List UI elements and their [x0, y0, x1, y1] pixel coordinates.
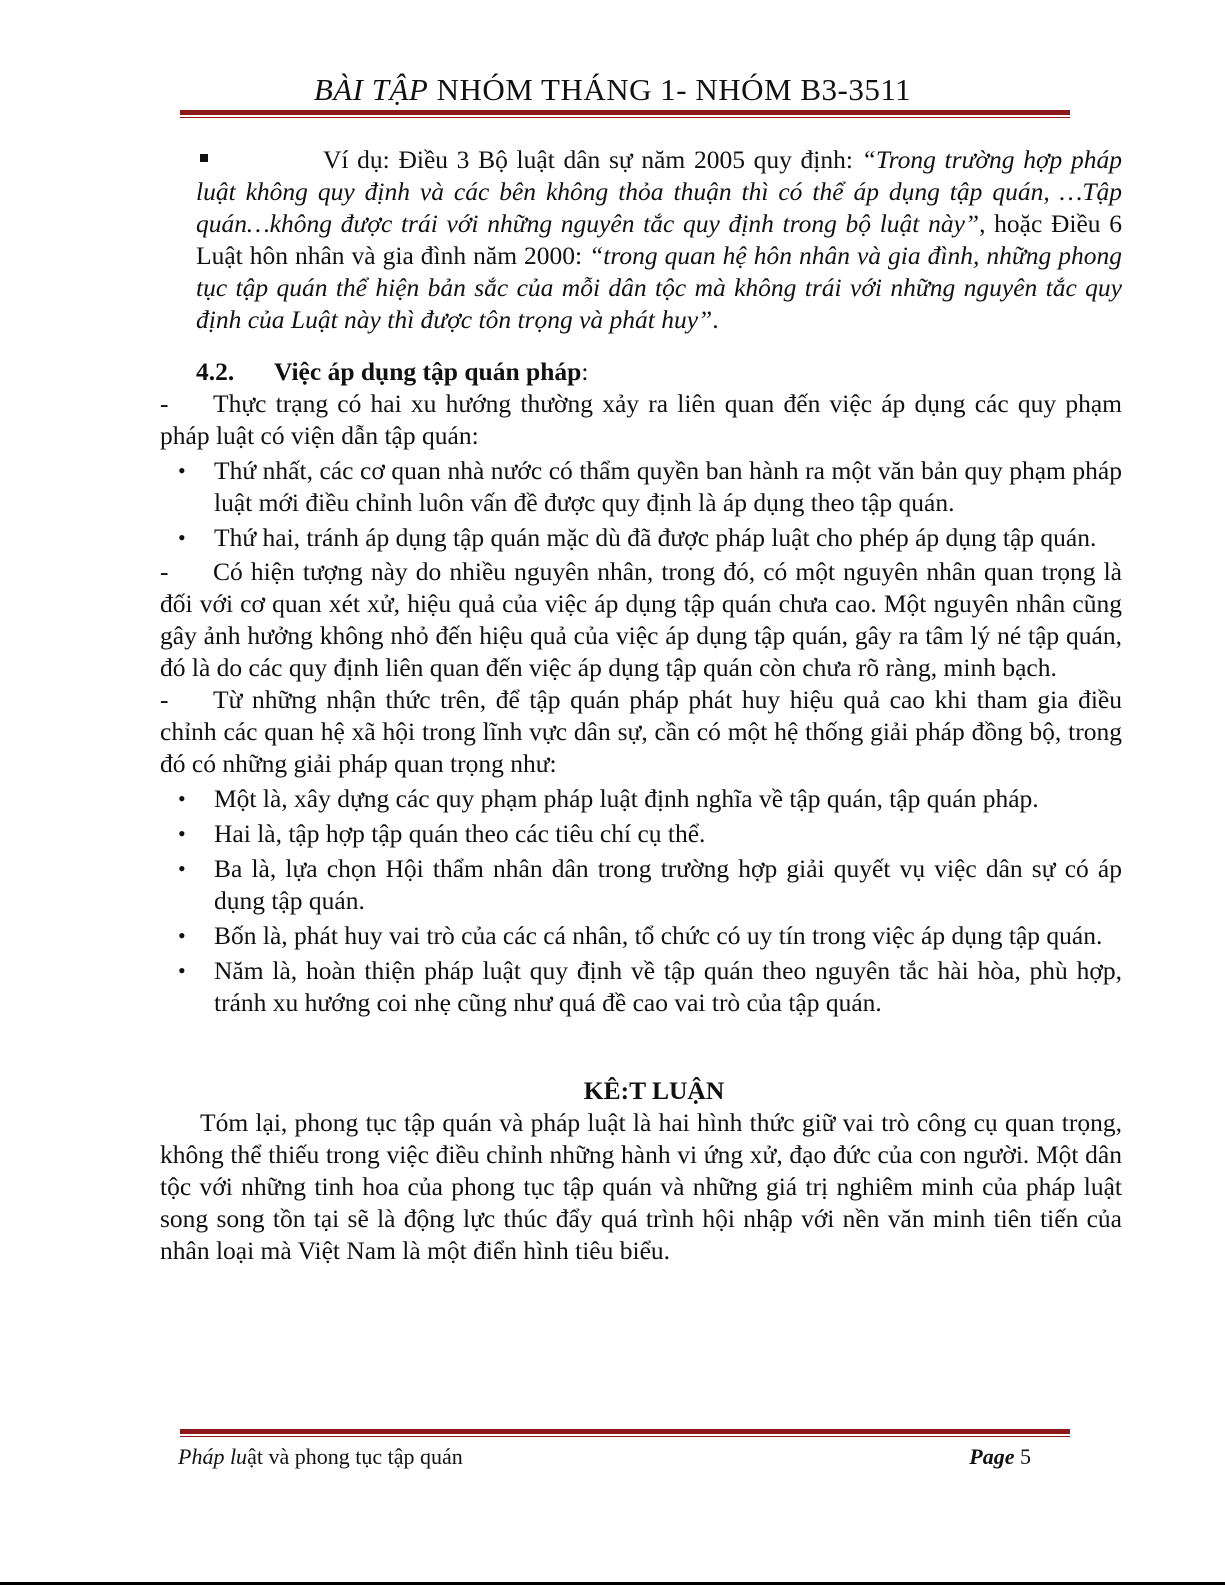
document-body — [160, 144, 1122, 1267]
paragraph-2 — [160, 556, 1122, 684]
paragraph-3 — [160, 684, 1122, 780]
list-item: • Một là, xây dựng các quy phạm pháp luật định nghĩa về tập quán, tập quán pháp. — [178, 784, 1039, 813]
example-paragraph — [160, 144, 1122, 336]
example-quote-2: “trong quan hệ hôn nhân và gia đình, những phong tục tập quán thể hiện bản sắc của mỗi dân tộc mà không trái với những nguyên tắc quy định của Luật này thì được tôn trọng và phát huy” — [196, 241, 1122, 334]
page-header-title — [0, 68, 1225, 112]
conclusion-paragraph: Tóm lại, phong tục tập quán và pháp luật là hai hình thức giữ vai trò công cụ quan trọng, không thể thiếu trong việc điều chỉnh những hành vi ứng xử, đạo đức của con người. Một dân tộc với những tinh hoa của phong tục tập quán và những giá trị nghiêm minh của pháp luật song song tồn tại sẽ là động lực thúc đẩy quá trình hội nhập với nền văn minh tiên tiến của nhân loại mà Việt Nam là một điển hình tiêu biểu. — [160, 1108, 1122, 1265]
page-label: Page — [969, 1444, 1015, 1469]
footer-title-rest: ật và phong tục tập quán — [247, 1444, 463, 1469]
conclusion-heading: KÊ:T LUẬN — [583, 1076, 725, 1105]
bullet-icon: • — [178, 525, 186, 550]
dash-marker: - — [160, 685, 169, 714]
paragraph-2-text: Có hiện tượng này do nhiều nguyên nhân, trong đó, có một nguyên nhân quan trọng là đối với cơ quan xét xử, hiệu quả của việc áp dụng tập quán chưa cao. Một nguyên nhân cũng gây ảnh hưởng không nhỏ đến hiệu quả của việc áp dụng tập quán, gây ra tâm lý né tập quán, đó là do các quy định liên quan đến việc áp dụng tập quán còn chưa rõ ràng, minh bạch. — [160, 557, 1122, 682]
bullet-icon: • — [178, 458, 186, 483]
square-bullet-icon — [200, 154, 208, 162]
bullet-list-2 — [160, 783, 1122, 1019]
bullet-list-1 — [160, 455, 1122, 554]
example-quote-1: “Trong trường hợp pháp luật không quy định và các bên không thỏa thuận thì có thể áp dụng tập quán, …Tập quán…không được trái với những nguyên tắc quy định trong bộ luật này” — [196, 145, 1122, 238]
section-colon: : — [581, 357, 589, 386]
header-rule — [180, 110, 1070, 118]
list-item: • Hai là, tập hợp tập quán theo các tiêu chí cụ thể. — [178, 819, 706, 848]
list-item: • Thứ nhất, các cơ quan nhà nước có thẩm quyền ban hành ra một văn bản quy phạm pháp luật mới điều chỉnh luôn vấn đề được quy định là áp dụng theo tập quán. — [178, 456, 1122, 517]
section-heading — [160, 356, 1122, 388]
bullet-icon: • — [178, 821, 186, 846]
list-item: • Ba là, lựa chọn Hội thẩm nhân dân trong trường hợp giải quyết vụ việc dân sự có áp dụng tập quán. — [178, 854, 1122, 915]
list-item: • Thứ hai, tránh áp dụng tập quán mặc dù đã được pháp luật cho phép áp dụng tập quán. — [178, 523, 1097, 552]
list-item: • Bốn là, phát huy vai trò của các cá nhân, tổ chức có uy tín trong việc áp dụng tập quán. — [178, 921, 1103, 950]
dash-marker: - — [160, 557, 169, 586]
example-lead: Ví dụ: — [323, 145, 390, 174]
section-number: 4.2. — [196, 357, 235, 386]
page-number-value: 5 — [1014, 1444, 1031, 1469]
page-number — [969, 1442, 1031, 1472]
dash-marker: - — [160, 389, 169, 418]
paragraph-1-text: Thực trạng có hai xu hướng thường xảy ra liên quan đến việc áp dụng các quy phạm pháp luật có viện dẫn tập quán: — [160, 389, 1122, 450]
example-text-3: . — [712, 305, 719, 334]
section-title: Việc áp dụng tập quán pháp — [274, 357, 582, 386]
header-title-rest: NHÓM THÁNG 1- NHÓM B3-3511 — [428, 72, 912, 107]
list-item: • Năm là, hoàn thiện pháp luật quy định về tập quán theo nguyên tắc hài hòa, phù hợp, tránh xu hướng coi nhẹ cũng như quá đề cao vai trò của tập quán. — [178, 956, 1122, 1017]
paragraph-3-text: Từ những nhận thức trên, để tập quán pháp phát huy hiệu quả cao khi tham gia điều chỉnh các quan hệ xã hội trong lĩnh vực dân sự, cần có một hệ thống giải pháp đồng bộ, trong đó có những giải pháp quan trọng như: — [160, 685, 1122, 778]
footer-rule — [180, 1429, 1070, 1437]
footer-title — [178, 1442, 463, 1472]
example-text-2: , hoặc Điều 6 Luật hôn nhân và gia đình năm 2000: — [196, 209, 1122, 270]
example-text-1: Điều 3 Bộ luật dân sự năm 2005 quy định: — [389, 145, 862, 174]
footer-title-italic: Pháp lu — [178, 1444, 248, 1469]
bullet-icon: • — [178, 923, 186, 948]
header-title-italic: BÀI TẬP — [313, 72, 429, 107]
bullet-icon: • — [178, 786, 186, 811]
bullet-icon: • — [178, 856, 186, 881]
bullet-icon: • — [178, 958, 186, 983]
paragraph-1 — [160, 388, 1122, 452]
